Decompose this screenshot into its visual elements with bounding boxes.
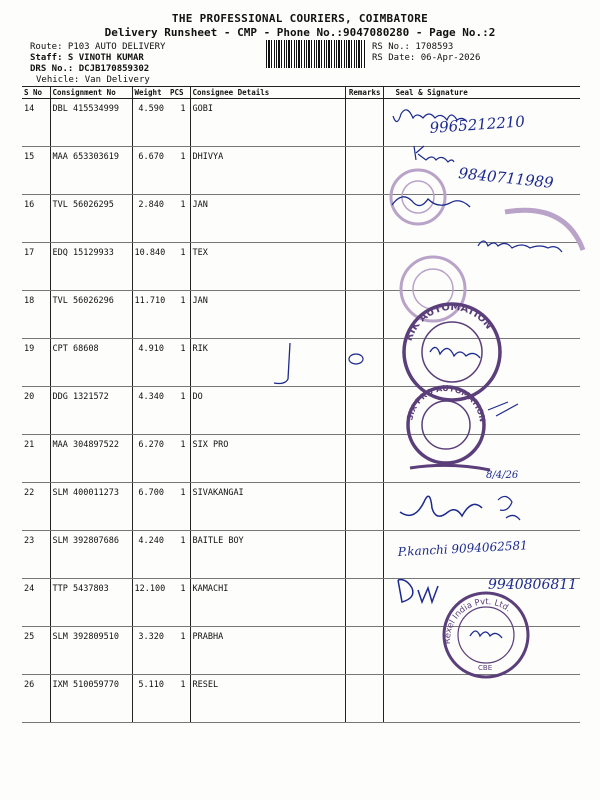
row-consignment-no: DDG 1321572 [50, 387, 132, 435]
vehicle-line: Vehicle: Van Delivery [36, 75, 150, 85]
row-seal-signature [383, 99, 580, 147]
table-header-row [22, 87, 580, 99]
row-remarks [345, 627, 383, 675]
row-consignee: RIK [190, 339, 345, 387]
row-pcs: 1 [168, 291, 190, 339]
row-weight: 2.840 [132, 195, 168, 243]
row-weight: 10.840 [132, 243, 168, 291]
row-sno: 25 [22, 627, 50, 675]
row-seal-signature [383, 195, 580, 243]
row-pcs: 1 [168, 483, 190, 531]
row-seal-signature [383, 147, 580, 195]
row-weight: 6.670 [132, 147, 168, 195]
row-remarks [345, 435, 383, 483]
row-sno: 23 [22, 531, 50, 579]
row-remarks [345, 99, 383, 147]
col-consignment-header: Consignment No [50, 87, 132, 99]
row-remarks [345, 483, 383, 531]
row-weight: 6.700 [132, 483, 168, 531]
row-pcs: 1 [168, 627, 190, 675]
company-title: THE PROFESSIONAL COURIERS, COIMBATORE [171, 12, 429, 25]
row-consignee: DO [190, 387, 345, 435]
barcode-image [266, 40, 366, 68]
row-sno: 19 [22, 339, 50, 387]
col-consignee-header: Consignee Details [190, 87, 345, 99]
row-weight: 4.910 [132, 339, 168, 387]
row-consignment-no: TVL 56026295 [50, 195, 132, 243]
row-weight: 3.320 [132, 627, 168, 675]
col-weight-header: Weight [132, 87, 168, 99]
row-remarks [345, 675, 383, 723]
row-seal-signature [383, 387, 580, 435]
row-remarks [345, 147, 383, 195]
row-seal-signature [383, 675, 580, 723]
row-pcs: 1 [168, 99, 190, 147]
table-row [22, 675, 580, 723]
row-consignee: KAMACHI [190, 579, 345, 627]
row-weight: 4.590 [132, 99, 168, 147]
row-sno: 15 [22, 147, 50, 195]
row-consignment-no: MAA 653303619 [50, 147, 132, 195]
row-pcs: 1 [168, 147, 190, 195]
row-sno: 18 [22, 291, 50, 339]
handwritten-phone-row14: 9965212210 [429, 112, 526, 137]
row-weight: 6.270 [132, 435, 168, 483]
row-consignee: PRABHA [190, 627, 345, 675]
row-consignee: JAN [190, 195, 345, 243]
col-pcs-header: PCS [168, 87, 190, 99]
table-row [22, 339, 580, 387]
row-sno: 14 [22, 99, 50, 147]
col-sno-header: S No [22, 87, 50, 99]
row-consignee: TEX [190, 243, 345, 291]
row-seal-signature [383, 243, 580, 291]
row-pcs: 1 [168, 339, 190, 387]
row-pcs: 1 [168, 243, 190, 291]
row-consignment-no: SLM 392807686 [50, 531, 132, 579]
col-remarks-header: Remarks [345, 87, 383, 99]
row-consignee: SIX PRO [190, 435, 345, 483]
row-seal-signature [383, 339, 580, 387]
row-weight: 4.240 [132, 531, 168, 579]
row-pcs: 1 [168, 531, 190, 579]
table-row [22, 627, 580, 675]
row-consignment-no: EDQ 15129933 [50, 243, 132, 291]
row-seal-signature [383, 483, 580, 531]
row-pcs: 1 [168, 579, 190, 627]
table-row [22, 195, 580, 243]
stamp-rexel-text: Rexel India Pvt. Ltd. [442, 597, 513, 645]
row-pcs: 1 [168, 195, 190, 243]
stamp-rexel-city: CBE [478, 664, 493, 672]
table-row [22, 483, 580, 531]
row-consignment-no: TVL 56026296 [50, 291, 132, 339]
row-sno: 17 [22, 243, 50, 291]
row-remarks [345, 195, 383, 243]
row-consignee: RESEL [190, 675, 345, 723]
row-remarks [345, 291, 383, 339]
row-weight: 11.710 [132, 291, 168, 339]
row-consignment-no: TTP 5437803 [50, 579, 132, 627]
handwritten-phone-row15: 9840711989 [457, 164, 555, 192]
row-pcs: 1 [168, 387, 190, 435]
row-remarks [345, 579, 383, 627]
handwritten-row24: P.kanchi 9094062581 [397, 538, 529, 559]
row-sno: 22 [22, 483, 50, 531]
table-row [22, 435, 580, 483]
row-consignee: BAITLE BOY [190, 531, 345, 579]
runsheet-subtitle: Delivery Runsheet - CMP - Phone No.:9047080280 - Page No.:2 [104, 26, 496, 39]
row-consignment-no: IXM 510059770 [50, 675, 132, 723]
staff-line: Staff: S VINOTH KUMAR [30, 53, 144, 63]
row-seal-signature [383, 627, 580, 675]
stamp-rik-text: RIK AUTOMATION [403, 301, 495, 343]
table-row [22, 531, 580, 579]
table-row [22, 291, 580, 339]
row-seal-signature [383, 579, 580, 627]
row-consignment-no: DBL 415534999 [50, 99, 132, 147]
row-consignment-no: MAA 304897522 [50, 435, 132, 483]
row-consignee: DHIVYA [190, 147, 345, 195]
rs-date: RS Date: 06-Apr-2026 [372, 53, 481, 63]
stamp-six-text: SIX PRO AUTOMATION [405, 383, 487, 423]
col-signature-header: Seal & Signature [383, 87, 580, 99]
handwritten-date-row22: 8/4/26 [486, 470, 519, 481]
handwritten-phone-row25: 9940806811 [488, 577, 578, 593]
row-weight: 4.340 [132, 387, 168, 435]
drs-line: DRS No.: DCJB170859302 [30, 64, 150, 74]
row-seal-signature [383, 531, 580, 579]
row-consignment-no: SLM 400011273 [50, 483, 132, 531]
table-row [22, 99, 580, 147]
row-pcs: 1 [168, 675, 190, 723]
table-row [22, 147, 580, 195]
row-sno: 26 [22, 675, 50, 723]
row-sno: 20 [22, 387, 50, 435]
row-seal-signature [383, 291, 580, 339]
row-pcs: 1 [168, 435, 190, 483]
row-consignee: SIVAKANGAI [190, 483, 345, 531]
row-remarks [345, 339, 383, 387]
row-sno: 16 [22, 195, 50, 243]
row-remarks [345, 531, 383, 579]
row-remarks [345, 243, 383, 291]
table-row [22, 579, 580, 627]
row-consignee: GOBI [190, 99, 345, 147]
row-seal-signature [383, 435, 580, 483]
row-consignment-no: CPT 68608 [50, 339, 132, 387]
table-row [22, 243, 580, 291]
row-consignee: JAN [190, 291, 345, 339]
route-line: Route: P103 AUTO DELIVERY [30, 42, 166, 52]
row-consignment-no: SLM 392809510 [50, 627, 132, 675]
rs-number: RS No.: 1708593 [372, 42, 454, 52]
row-sno: 24 [22, 579, 50, 627]
row-remarks [345, 387, 383, 435]
table-row [22, 387, 580, 435]
row-sno: 21 [22, 435, 50, 483]
row-weight: 5.110 [132, 675, 168, 723]
runsheet-table [22, 86, 580, 723]
row-weight: 12.100 [132, 579, 168, 627]
